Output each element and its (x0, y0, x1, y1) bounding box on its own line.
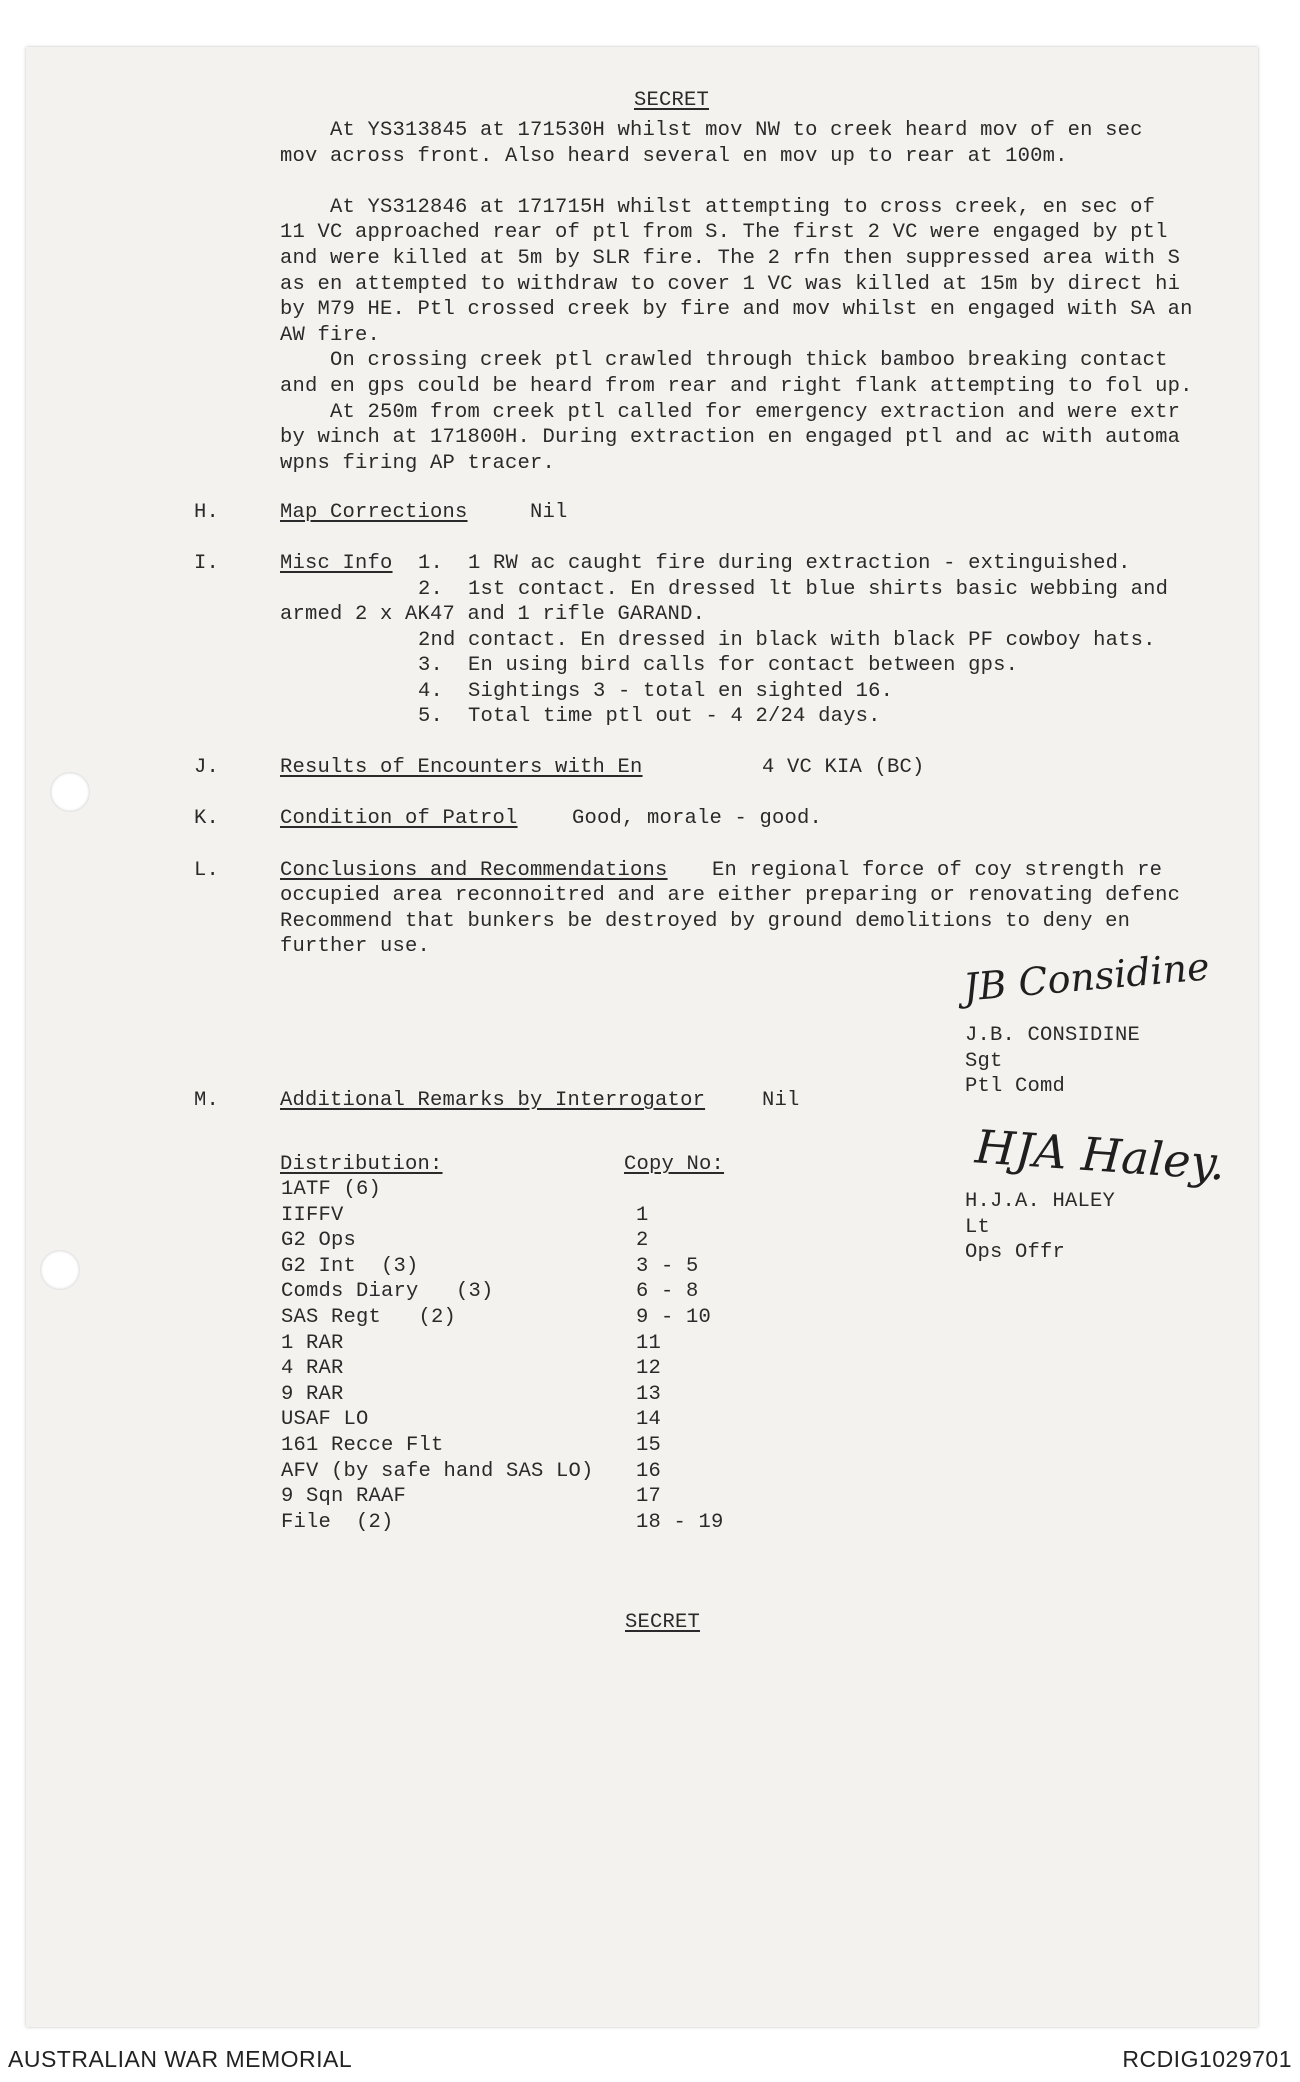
distribution-recipient: 4 RAR (281, 1357, 344, 1381)
section-j-value: 4 VC KIA (BC) (762, 756, 925, 779)
distribution-copy-no: 15 (636, 1434, 662, 1457)
narrative-line: by M79 HE. Ptl crossed creek by fire and mov whilst en engaged with SA an (280, 298, 1193, 322)
section-k-value: Good, morale - good. (572, 807, 823, 830)
distribution-copy-no: 1 (636, 1203, 649, 1227)
misc-info-line: 3. En using bird calls for contact between gps. (418, 654, 1019, 677)
copy-no-header: Copy No: (624, 1153, 725, 1176)
section-l-lead: En regional force of coy strength re (712, 859, 1163, 882)
distribution-recipient: 161 Recce Flt (281, 1434, 444, 1457)
misc-info-line: 5. Total time ptl out - 4 2/24 days. (418, 705, 881, 728)
section-k-letter: K. (194, 807, 220, 830)
credit-left: AUSTRALIAN WAR MEMORIAL (8, 2046, 353, 2072)
section-i-letter: I. (194, 552, 220, 575)
distribution-copy-no: 16 (636, 1459, 662, 1483)
misc-info-line: 2nd contact. En dressed in black with black PF cowboy hats. (418, 629, 1156, 652)
signatory-2-name: H.J.A. HALEY (965, 1190, 1116, 1213)
signature-considine: JB Considine (961, 944, 1212, 1010)
section-k-title: Condition of Patrol (280, 807, 518, 830)
distribution-header: Distribution: (280, 1153, 443, 1176)
narrative-line: At 250m from creek ptl called for emergency extraction and were extr (280, 400, 1181, 424)
section-i-title: Misc Info (280, 552, 393, 575)
section-h-letter: H. (194, 501, 220, 524)
distribution-recipient: 9 RAR (281, 1382, 344, 1406)
distribution-copy-no: 14 (636, 1408, 662, 1432)
narrative-line: mov across front. Also heard several en mov up to rear at 100m. (280, 144, 1068, 168)
punch-hole-bottom (40, 1250, 80, 1290)
distribution-copy-no: 9 - 10 (636, 1306, 712, 1329)
signature-haley: HJA Haley. (973, 1119, 1227, 1191)
misc-info-line: 1. 1 RW ac caught fire during extraction - extinguished. (418, 552, 1131, 575)
distribution-recipient: 1ATF (6) (281, 1178, 382, 1201)
narrative-line: On crossing creek ptl crawled through thick bamboo breaking contact (280, 349, 1168, 373)
narrative-line: and en gps could be heard from rear and right flank attempting to fol up. (280, 375, 1193, 398)
distribution-copy-no: 17 (636, 1485, 662, 1509)
distribution-recipient: G2 Ops (281, 1229, 357, 1253)
section-m-letter: M. (194, 1089, 220, 1112)
distribution-recipient: SAS Regt (2) (281, 1306, 457, 1329)
signatory-1-rank: Sgt (965, 1050, 1003, 1073)
distribution-recipient: 1 RAR (281, 1331, 344, 1355)
header-classification: SECRET (634, 89, 710, 112)
distribution-recipient: Comds Diary (3) (281, 1280, 494, 1304)
footer-classification: SECRET (625, 1611, 701, 1634)
narrative-line: as en attempted to withdraw to cover 1 VC was killed at 15m by direct hi (280, 272, 1181, 296)
narrative-line: 11 VC approached rear of ptl from S. The first 2 VC were engaged by ptl (280, 221, 1168, 245)
section-j-letter: J. (194, 756, 220, 779)
narrative-line: AW fire. (280, 323, 381, 347)
distribution-copy-no: 18 - 19 (636, 1510, 724, 1534)
distribution-copy-no: 2 (636, 1229, 649, 1253)
section-h-title: Map Corrections (280, 501, 468, 524)
distribution-copy-no: 13 (636, 1382, 662, 1406)
signatory-2-role: Ops Offr (965, 1241, 1066, 1264)
conclusions-line: further use. (280, 935, 431, 958)
distribution-recipient: IIFFV (281, 1203, 344, 1227)
narrative-line: At YS312846 at 171715H whilst attempting to cross creek, en sec of (280, 195, 1156, 219)
misc-info-line: 2. 1st contact. En dressed lt blue shirts basic webbing and (418, 578, 1169, 601)
misc-info-line: 4. Sightings 3 - total en sighted 16. (418, 680, 894, 703)
signatory-1-role: Ptl Comd (965, 1075, 1066, 1098)
conclusions-line: Recommend that bunkers be destroyed by ground demolitions to deny en (280, 910, 1131, 933)
narrative-line: At YS313845 at 171530H whilst mov NW to creek heard mov of en sec (280, 119, 1143, 142)
distribution-copy-no: 6 - 8 (636, 1280, 699, 1304)
credit-right: RCDIG1029701 (1122, 2046, 1292, 2072)
misc-info-line: armed 2 x AK47 and 1 rifle GARAND. (280, 603, 706, 626)
distribution-recipient: AFV (by safe hand SAS LO) (281, 1459, 594, 1483)
punch-hole-top (50, 772, 90, 812)
section-m-title: Additional Remarks by Interrogator (280, 1089, 706, 1112)
section-l-title: Conclusions and Recommendations (280, 859, 668, 882)
signatory-2-rank: Lt (965, 1216, 991, 1239)
distribution-recipient: USAF LO (281, 1408, 369, 1432)
distribution-copy-no: 12 (636, 1357, 662, 1381)
signatory-1-name: J.B. CONSIDINE (965, 1024, 1141, 1047)
distribution-recipient: 9 Sqn RAAF (281, 1485, 407, 1509)
distribution-copy-no: 3 - 5 (636, 1254, 699, 1278)
section-l-letter: L. (194, 859, 220, 882)
section-m-value: Nil (762, 1089, 800, 1112)
section-j-title: Results of Encounters with En (280, 756, 643, 779)
distribution-recipient: File (2) (281, 1510, 394, 1534)
narrative-line: wpns firing AP tracer. (280, 451, 556, 475)
distribution-recipient: G2 Int (3) (281, 1254, 419, 1278)
conclusions-line: occupied area reconnoitred and are either preparing or renovating defenc (280, 884, 1181, 907)
section-h-value: Nil (530, 501, 568, 524)
narrative-line: by winch at 171800H. During extraction en engaged ptl and ac with automa (280, 426, 1181, 450)
distribution-copy-no: 11 (636, 1331, 662, 1355)
narrative-line: and were killed at 5m by SLR fire. The 2 rfn then suppressed area with S (280, 247, 1181, 270)
